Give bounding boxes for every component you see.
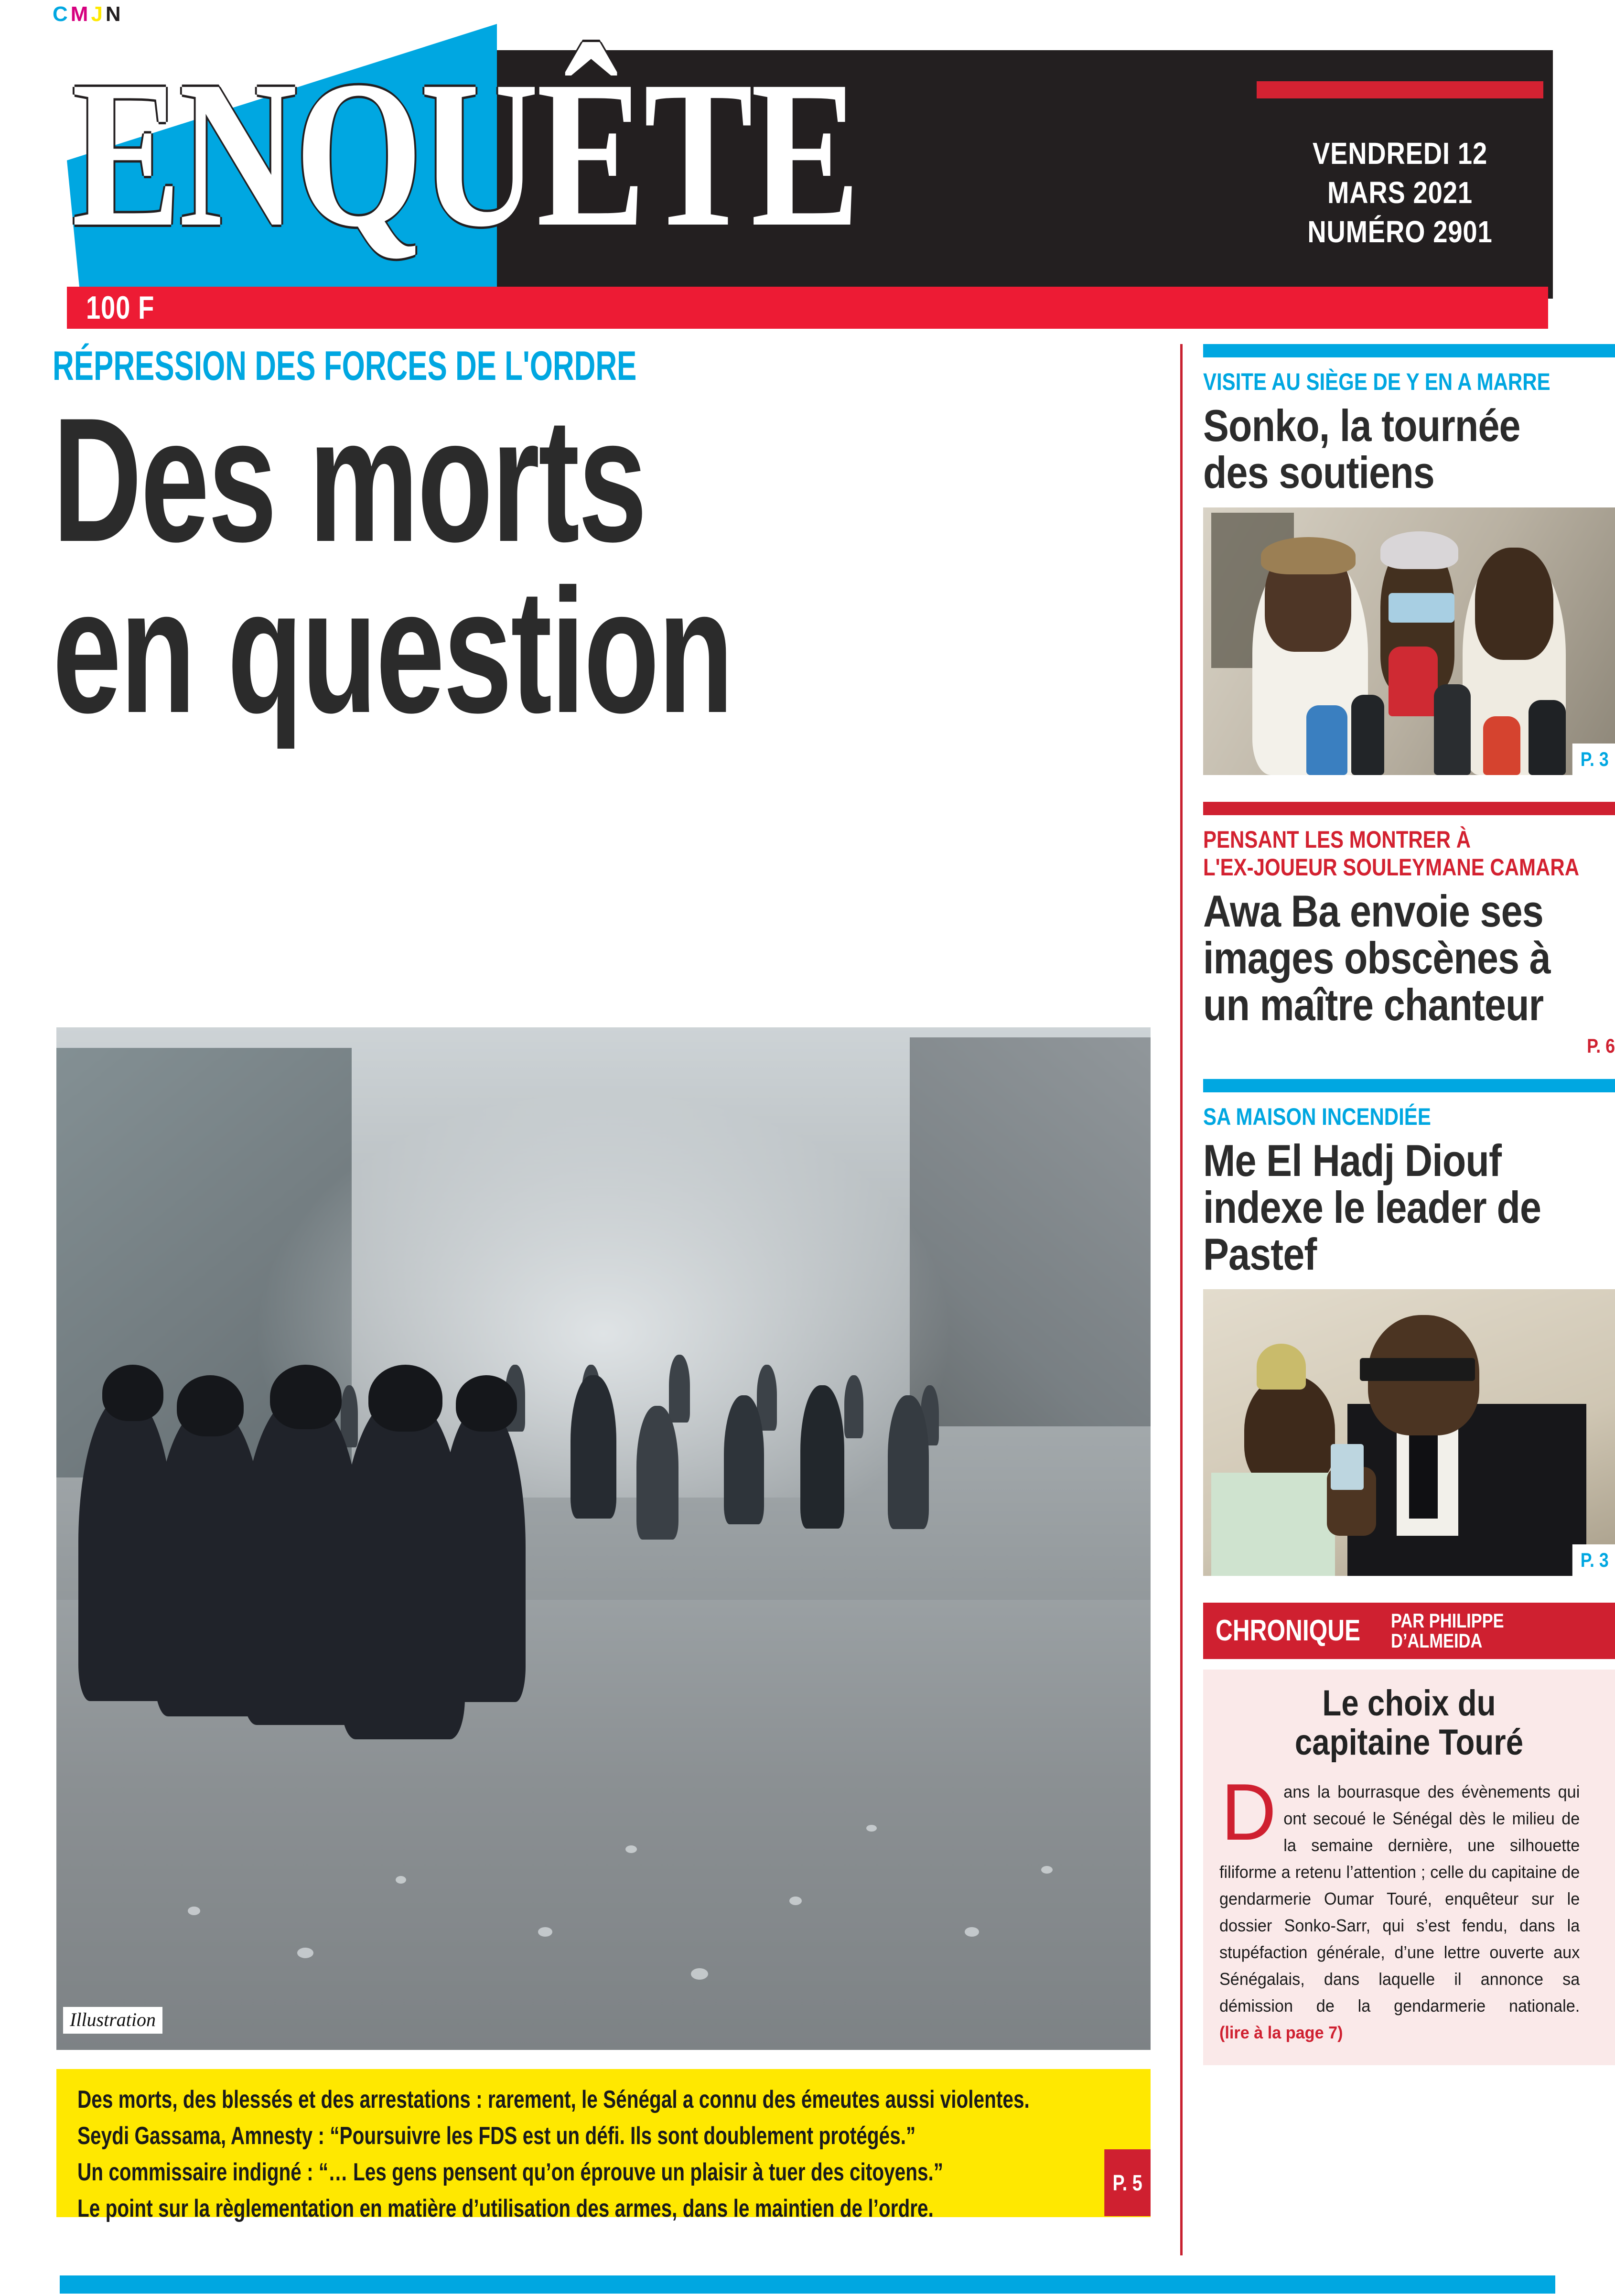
photo-person-seated-robe xyxy=(1211,1473,1335,1576)
chronicle-headline-line-2: capitaine Touré xyxy=(1294,1722,1524,1763)
story-headline: Sonko, la tournée des soutiens xyxy=(1203,400,1520,497)
photo-crowd-figure xyxy=(669,1355,690,1423)
photo-kufi-cap xyxy=(1261,537,1356,574)
summary-lines xyxy=(77,2081,1095,2227)
story-page-ref[interactable]: P. 6 xyxy=(1587,1035,1615,1057)
photo-microphone-black xyxy=(1529,700,1566,775)
photo-protester xyxy=(571,1375,616,1519)
story-kicker-line-1: PENSANT LES MONTRER À xyxy=(1203,826,1471,853)
story-page-ref[interactable]: P. 3 xyxy=(1572,744,1615,775)
sidebar-divider-rule xyxy=(1180,344,1183,2255)
story-photo-diouf xyxy=(1203,1289,1615,1576)
story-kicker: VISITE AU SIÈGE DE Y EN A MARRE xyxy=(1203,368,1550,395)
chronicle-paragraph: ans la bourrasque des évènements qui ont secoué le Sénégal dès le milieu de la semaine dernière, une silhouette filiforme a retenu l’attention ; celle du capitaine de gendarmerie Oumar Touré, enquêteur sur le dossier Sonko-Sarr, qui s’est fendu, dans la stupéfaction générale, d’une lettre ouverte aux Sénégalais, dans laquelle il annonce sa démission de la gendarmerie nationale. xyxy=(1219,1782,1580,2016)
photo-microphone-red xyxy=(1483,716,1520,775)
photo-debris xyxy=(1041,1866,1053,1874)
chronicle-dropcap: D xyxy=(1221,1767,1277,1857)
dateline-month: MARS 2021 xyxy=(1327,175,1473,210)
story-rule-cyan xyxy=(1203,1079,1615,1092)
lead-story xyxy=(53,343,1147,750)
photo-person-head xyxy=(1475,548,1553,660)
mark-c: C xyxy=(53,2,71,26)
sidebar xyxy=(1180,344,1615,2265)
summary-line: Un commissaire indigné : “… Les gens pensent qu’on éprouve un plaisir à tuer des citoyens.” xyxy=(77,2158,944,2186)
photo-microphone-blue xyxy=(1306,705,1347,775)
photo-protester xyxy=(636,1406,678,1540)
summary-box xyxy=(56,2069,1151,2222)
masthead xyxy=(0,24,1615,291)
lead-kicker: RÉPRESSION DES FORCES DE L'ORDRE xyxy=(53,343,637,389)
chronicle-byline: PAR PHILIPPE D’ALMEIDA xyxy=(1390,1609,1504,1652)
photo-face-mask xyxy=(1389,593,1454,623)
story-page-ref[interactable]: P. 3 xyxy=(1572,1544,1615,1576)
lead-headline-line-1: Des morts xyxy=(53,381,646,579)
masthead-dateline xyxy=(1274,134,1526,251)
photo-debris xyxy=(625,1845,637,1853)
photo-protester xyxy=(800,1385,844,1529)
photo-necktie xyxy=(1409,1421,1438,1519)
photo-debris xyxy=(866,1825,877,1832)
photo-riot-helmet xyxy=(177,1375,244,1436)
story-headline: Awa Ba envoie ses images obscènes à un maître chanteur xyxy=(1203,886,1550,1030)
photo-water-bottle xyxy=(1331,1444,1364,1490)
photo-suit-jacket xyxy=(1347,1404,1586,1576)
photo-microphone-red xyxy=(1389,647,1438,716)
photo-microphone-black xyxy=(1434,684,1471,775)
sidebar-story-el-hadj-diouf[interactable] xyxy=(1203,1079,1615,1576)
photo-microphone-black xyxy=(1351,695,1384,775)
summary-line: Des morts, des blessés et des arrestations : rarement, le Sénégal a connu des émeutes aussi violentes. xyxy=(77,2086,1030,2113)
photo-debris xyxy=(965,1927,979,1937)
photo-riot-helmet xyxy=(270,1365,342,1429)
photo-riot-helmet xyxy=(368,1365,442,1432)
photo-baseball-cap xyxy=(1380,531,1459,569)
story-headline: Me El Hadj Diouf indexe le leader de Pastef xyxy=(1203,1135,1541,1279)
dateline-issue: NUMÉRO 2901 xyxy=(1307,215,1493,249)
photo-eyeglasses xyxy=(1360,1358,1475,1381)
price-bar xyxy=(67,287,1548,329)
chronicle-header-bar xyxy=(1203,1603,1615,1659)
sidebar-story-awa-ba[interactable] xyxy=(1203,802,1615,1057)
photo-debris xyxy=(691,1968,708,1980)
cmjn-registration-marks xyxy=(53,4,124,25)
photo-headwrap xyxy=(1257,1344,1306,1390)
photo-crowd-figure xyxy=(844,1375,863,1438)
lead-headline-line-2: en question xyxy=(53,552,732,750)
photo-riot-helmet xyxy=(456,1375,517,1432)
summary-line: Seydi Gassama, Amnesty : “Poursuivre les FDS est un défi. Ils sont doublement protégés.” xyxy=(77,2122,916,2150)
photo-debris xyxy=(538,1927,552,1937)
sidebar-story-sonko[interactable] xyxy=(1203,344,1615,775)
chronicle-headline-line-1: Le choix du xyxy=(1322,1683,1496,1724)
mark-m: M xyxy=(70,2,91,26)
chronicle-continue-link[interactable]: (lire à la page 7) xyxy=(1219,2023,1343,2042)
chronicle-label: CHRONIQUE xyxy=(1216,1614,1361,1647)
masthead-red-rule xyxy=(1257,81,1543,98)
story-kicker-line-2: L'EX-JOUEUR SOULEYMANE CAMARA xyxy=(1203,854,1580,881)
story-kicker: SA MAISON INCENDIÉE xyxy=(1203,1103,1431,1130)
mark-n: N xyxy=(105,2,124,26)
summary-line: Le point sur la règlementation en matière d’utilisation des armes, dans le maintien de l’ordre. xyxy=(77,2195,934,2222)
photo-riot-officer xyxy=(440,1406,526,1702)
photo-protester xyxy=(888,1395,929,1529)
photo-caption: Illustration xyxy=(63,2007,162,2034)
lead-photo xyxy=(56,1027,1151,2050)
story-rule-cyan xyxy=(1203,344,1615,357)
masthead-title: ENQUÊTE xyxy=(72,38,858,270)
story-rule-red xyxy=(1203,802,1615,815)
story-photo-sonko xyxy=(1203,507,1615,775)
summary-page-ref[interactable]: P. 5 xyxy=(1104,2149,1151,2216)
photo-debris xyxy=(297,1948,313,1958)
chronicle-block[interactable] xyxy=(1203,1603,1615,2065)
dateline-day: VENDREDI 12 xyxy=(1312,136,1488,171)
mark-j: J xyxy=(91,2,106,26)
chronicle-body xyxy=(1203,1670,1615,2065)
price-label: 100 F xyxy=(86,290,155,326)
photo-protester xyxy=(724,1395,764,1524)
photo-riot-helmet xyxy=(102,1365,163,1421)
chronicle-text xyxy=(1219,1767,1580,2046)
bottom-cyan-bar xyxy=(60,2275,1555,2294)
photo-debris xyxy=(396,1876,406,1884)
